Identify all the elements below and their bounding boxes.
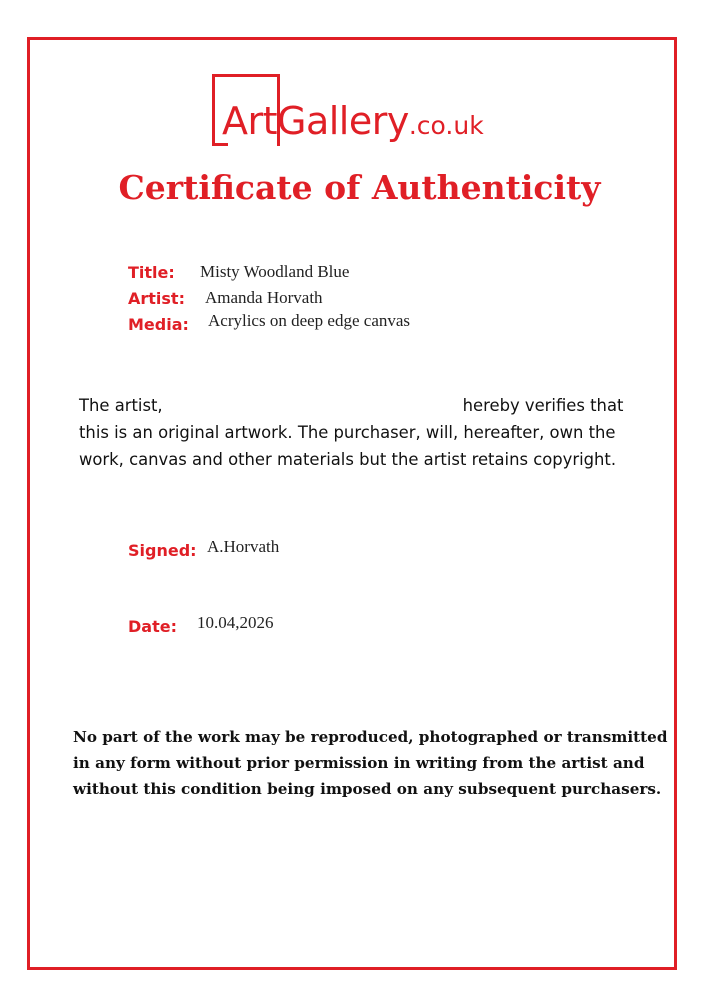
artgallery-logo bbox=[212, 74, 532, 150]
verification-line-1 bbox=[79, 392, 639, 419]
signed-label: Signed: bbox=[128, 541, 197, 560]
artist-value: Amanda Horvath bbox=[205, 288, 323, 307]
verification-line-1-start: The artist, bbox=[79, 396, 163, 415]
logo-tld-text: .co.uk bbox=[408, 111, 484, 140]
media-value: Acrylics on deep edge canvas bbox=[208, 311, 411, 330]
logo-wordmark bbox=[222, 98, 484, 149]
title-value: Misty Woodland Blue bbox=[200, 262, 350, 281]
title-label: Title: bbox=[128, 263, 175, 282]
signed-value: A.Horvath bbox=[207, 537, 280, 556]
verification-statement bbox=[79, 392, 639, 473]
notice-line-1: No part of the work may be reproduced, photographed or transmitted bbox=[73, 728, 668, 746]
notice-line-2: in any form without prior permission in writing from the artist and bbox=[73, 754, 645, 772]
date-label: Date: bbox=[128, 617, 177, 636]
logo-main-text: ArtGallery bbox=[222, 99, 409, 143]
artist-label: Artist: bbox=[128, 289, 185, 308]
verification-line-1-end: hereby verifies that bbox=[462, 396, 624, 415]
verification-line-2: this is an original artwork. The purchaser, will, hereafter, own the bbox=[79, 423, 616, 442]
certificate-title: Certificate of Authenticity bbox=[118, 168, 601, 207]
copyright-notice bbox=[73, 724, 668, 802]
date-value: 10.04,2026 bbox=[197, 613, 274, 632]
media-label: Media: bbox=[128, 315, 189, 334]
verification-line-3: work, canvas and other materials but the artist retains copyright. bbox=[79, 450, 617, 469]
notice-line-3: without this condition being imposed on any subsequent purchasers. bbox=[73, 780, 662, 798]
